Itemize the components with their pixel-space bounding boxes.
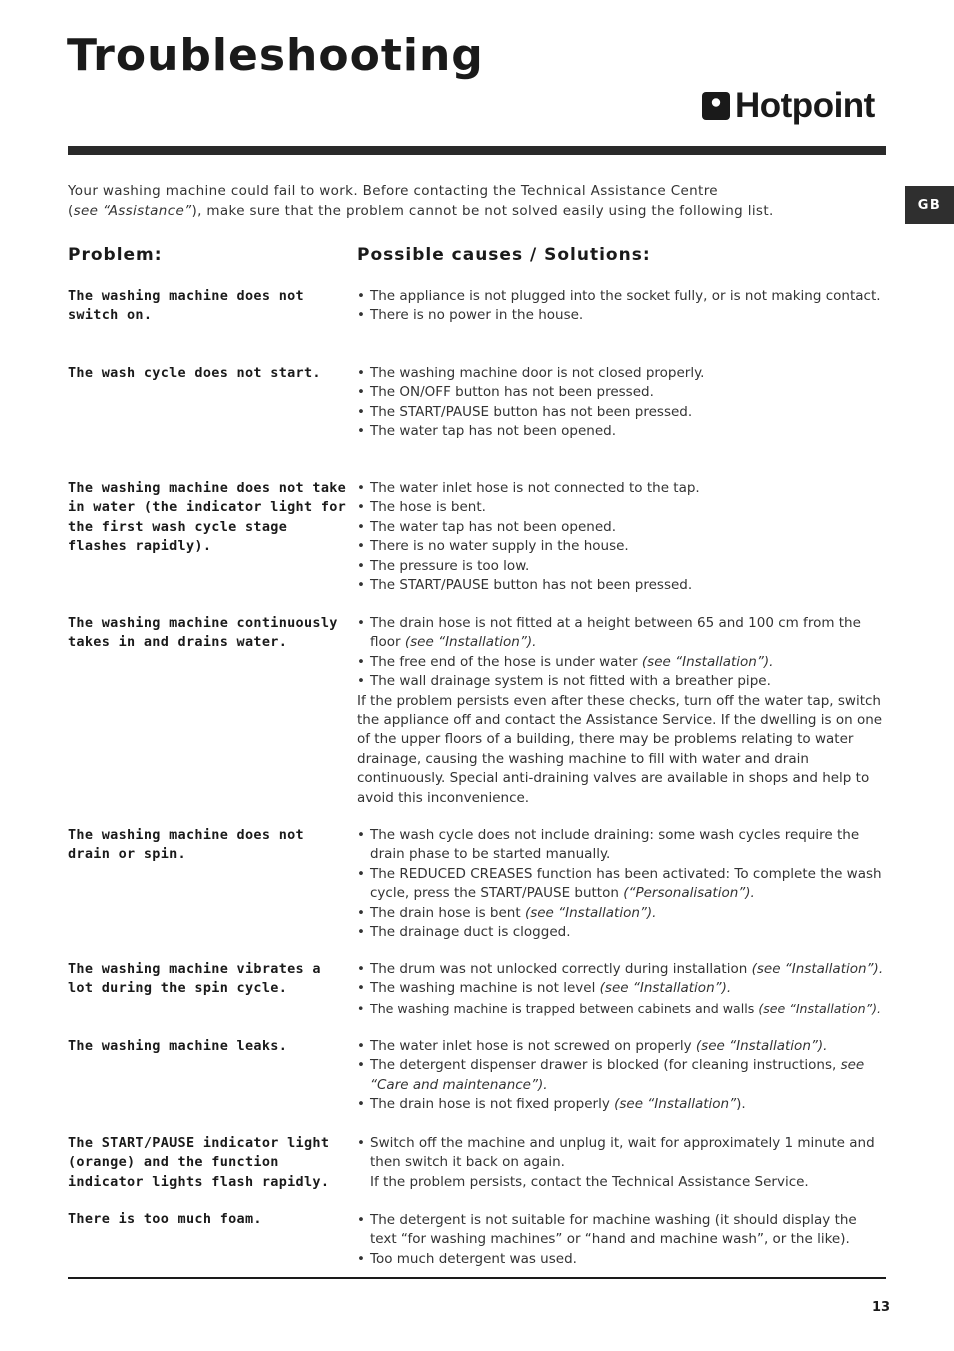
cause-item: • The pressure is too low. <box>357 557 885 576</box>
problem-item: The washing machine does not take in water (the indicator light for the first wash cycle stage flashes rapidly). <box>68 480 347 555</box>
see-assistance-ref: see “Assistance” <box>73 203 192 219</box>
cause-item: • The drain hose is not fitted at a height between 65 and 100 cm from the floor (see “Installation”). <box>357 614 885 653</box>
intro-line-2: (see “Assistance”), make sure that the problem cannot be not solved easily using the following list. <box>68 203 774 219</box>
header-rule <box>68 146 886 155</box>
cause-item: • The detergent dispenser drawer is blocked (for cleaning instructions, see “Care and maintenance”). <box>357 1056 885 1095</box>
cause-item: • The hose is bent. <box>357 498 885 517</box>
cause-item: • The drum was not unlocked correctly during installation (see “Installation”). <box>357 960 885 979</box>
causes-list <box>357 364 885 442</box>
cause-item: • The wash cycle does not include draining: some wash cycles require the drain phase to be started manually. <box>357 826 885 865</box>
problem-item: The washing machine leaks. <box>68 1038 288 1054</box>
causes-list <box>357 960 885 1018</box>
causes-list <box>357 826 885 942</box>
problem-column-header: Problem: <box>68 245 163 265</box>
causes-list <box>357 479 885 595</box>
cause-item: • The free end of the hose is under water (see “Installation”). <box>357 653 885 672</box>
cause-item: • The REDUCED CREASES function has been activated: To complete the wash cycle, press the START/PAUSE button (“Personalisation”). <box>357 865 885 904</box>
cause-item: • The appliance is not plugged into the socket fully, or is not making contact. <box>357 287 885 306</box>
cause-item: • There is no power in the house. <box>357 306 885 325</box>
cause-item: • The washing machine door is not closed properly. <box>357 364 885 383</box>
problem-item: There is too much foam. <box>68 1211 262 1227</box>
cause-item: • The detergent is not suitable for machine washing (it should display the text “for washing machines” or “hand and machine wash”, or the like). <box>357 1211 885 1250</box>
cause-item: • The drainage duct is clogged. <box>357 923 885 942</box>
cause-item: • The water inlet hose is not screwed on properly (see “Installation”). <box>357 1037 885 1056</box>
causes-list <box>357 1211 885 1269</box>
cause-item: • There is no water supply in the house. <box>357 537 885 556</box>
cause-item: • The water inlet hose is not connected to the tap. <box>357 479 885 498</box>
cause-item: • The washing machine is trapped between cabinets and walls (see “Installation”). <box>357 999 885 1018</box>
cause-item: • The ON/OFF button has not been pressed. <box>357 383 885 402</box>
cause-item: • The washing machine is not level (see “Installation”). <box>357 979 885 998</box>
problem-item: The washing machine does not switch on. <box>68 288 304 324</box>
cause-item: • Too much detergent was used. <box>357 1250 885 1269</box>
cause-item: • The drain hose is not fixed properly (see “Installation”). <box>357 1095 885 1114</box>
cause-item: • Switch off the machine and unplug it, wait for approximately 1 minute and then switch it back on again. If the problem persists, contact the Technical Assistance Service. <box>357 1134 885 1192</box>
cause-item: • The START/PAUSE button has not been pressed. <box>357 576 885 595</box>
cause-item: • The wall drainage system is not fitted with a breather pipe. <box>357 672 885 691</box>
problem-item: The wash cycle does not start. <box>68 365 321 381</box>
intro-text <box>68 181 858 221</box>
page-number: 13 <box>872 1300 891 1315</box>
cause-item: • The drain hose is bent (see “Installation”). <box>357 904 885 923</box>
problem-item: The washing machine continuously takes in and drains water. <box>68 615 338 651</box>
problem-item: The washing machine vibrates a lot during the spin cycle. <box>68 961 321 997</box>
hotpoint-logo-icon <box>702 92 730 120</box>
intro-line-1: Your washing machine could fail to work. Before contacting the Technical Assistance Centre <box>68 183 718 199</box>
causes-list <box>357 1134 885 1192</box>
footer-rule <box>68 1277 886 1279</box>
language-tab: GB <box>905 186 954 224</box>
page-title: Troubleshooting <box>67 30 484 81</box>
causes-list <box>357 287 885 326</box>
causes-list <box>357 1037 885 1115</box>
problem-item: The START/PAUSE indicator light (orange) and the function indicator lights flash rapidly. <box>68 1135 330 1190</box>
hotpoint-logo-text: Hotpoint <box>735 86 875 125</box>
causes-list <box>357 614 885 808</box>
causes-column-header: Possible causes / Solutions: <box>357 245 651 265</box>
hotpoint-logo <box>702 88 875 124</box>
problem-item: The washing machine does not drain or spin. <box>68 827 304 863</box>
cause-note: If the problem persists even after these checks, turn off the water tap, switch the appliance off and contact the Assistance Service. If the dwelling is on one of the upper floors of a building, there may be problems relating to water drainage, causing the washing machine to fill with water and drain continuously. Special anti-draining valves are available in shops and help to avoid this inconvenience. <box>357 692 883 806</box>
cause-item: • The water tap has not been opened. <box>357 518 885 537</box>
cause-item: • The water tap has not been opened. <box>357 422 885 441</box>
cause-item: • The START/PAUSE button has not been pressed. <box>357 403 885 422</box>
